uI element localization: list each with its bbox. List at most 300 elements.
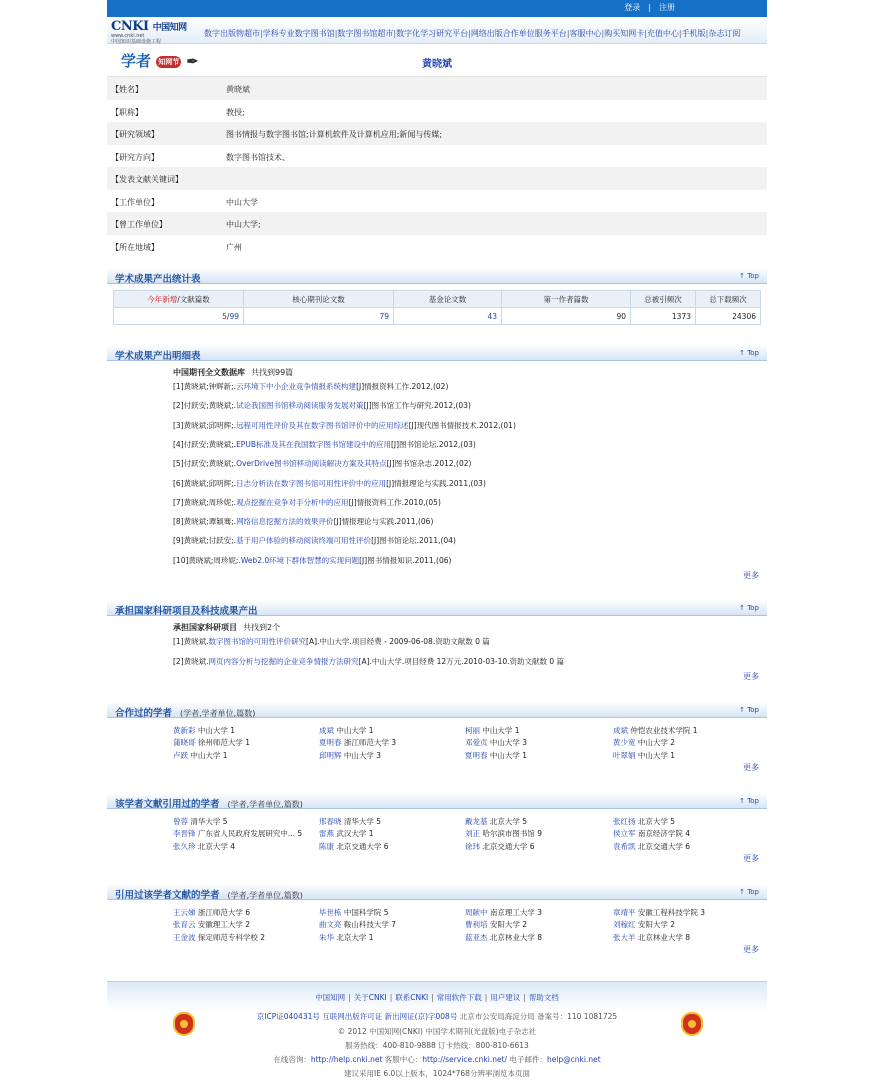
publication-item	[173, 497, 441, 508]
scholar-name-link[interactable]: 周献中	[465, 908, 488, 917]
top-link[interactable]	[739, 706, 759, 714]
coauthors-section-header	[107, 702, 767, 718]
section-title: 该学者文献引用过的学者	[115, 799, 220, 810]
scholar-affiliation: 中山大学 3	[343, 750, 382, 760]
scholar-affiliation: 南京经济学院 4	[637, 829, 691, 839]
publication-title-link[interactable]: Web2.0环境下群体智慧的实现问题	[240, 555, 360, 565]
total-count[interactable]: 99	[229, 311, 239, 321]
top-label: Top	[747, 604, 759, 612]
scholar-affiliation: 中山大学 1	[336, 726, 374, 735]
project-leader: [2]黄晓斌.	[173, 657, 209, 666]
nav-link[interactable]: 充值中心	[646, 29, 679, 38]
cnki-logo[interactable]	[111, 19, 201, 43]
scholar-affiliation: 中山大学 2	[637, 738, 676, 748]
stats-value: 24306	[696, 308, 761, 325]
scholar-name-link[interactable]: 朱华	[319, 932, 334, 942]
mail-label: 电子邮件：	[507, 1055, 547, 1064]
projects-section-header	[107, 600, 767, 616]
scholar-affiliation: 北京林业大学 8	[489, 932, 543, 942]
top-link[interactable]	[739, 604, 759, 612]
top-link[interactable]	[739, 349, 759, 357]
info-value: 中山大学	[226, 197, 258, 207]
project-item	[173, 656, 564, 667]
publication-authors: [4]付跃安;黄晓斌;.	[173, 439, 237, 449]
info-value: 黄晓斌	[226, 85, 250, 94]
scholar-cell	[319, 737, 396, 748]
publication-source: [J]图书馆杂志.2012,(02)	[386, 459, 472, 469]
project-info: [A].中山大学.项目经费 - 2009-06-08.资助文献数 0 篇	[306, 637, 490, 646]
scholar-name-link[interactable]: 柯丽	[465, 726, 480, 735]
online-link[interactable]: http://help.cnki.net	[310, 1055, 383, 1064]
total-label: /文献篇数	[177, 294, 210, 304]
scholar-name-link[interactable]: 邓爱贞	[465, 738, 488, 748]
info-row	[107, 235, 767, 258]
stats-header: 总被引频次	[631, 291, 696, 308]
arrow-up-icon: ↑	[739, 706, 745, 714]
footer-icp	[107, 1011, 767, 1022]
publication-title-link[interactable]: 基于用户体验的移动阅读终端可用性评价	[236, 536, 372, 546]
user-links	[620, 2, 679, 13]
info-key: 【发表文献关键词】	[111, 175, 183, 184]
publication-title-link[interactable]: 网络信息挖掘方法的效果评价	[236, 517, 334, 527]
publication-title-link[interactable]: EPUB标准及其在我国数字图书馆建设中的应用	[236, 439, 391, 449]
scholar-cell	[613, 828, 690, 839]
scholar-name-link[interactable]: 曲文亮	[319, 920, 342, 930]
publication-title-link[interactable]: 远程可用性评价及其在数字图书馆评价中的应用综述	[236, 420, 409, 430]
details-section-header	[107, 345, 767, 361]
footer-separator: |	[431, 993, 434, 1002]
site-footer	[107, 981, 767, 1080]
publication-item	[173, 400, 471, 411]
scholar-cell	[465, 750, 527, 761]
project-info: [A].中山大学.项目经费 12万元.2010-03-10.资助文献数 0 篇	[358, 657, 565, 666]
section-title: 学术成果产出统计表	[115, 274, 201, 285]
section-title: 合作过的学者	[115, 708, 173, 719]
nav-link[interactable]: 购买知网卡	[604, 29, 645, 38]
scholar-affiliation: 徐州师范大学 1	[197, 738, 251, 748]
quill-icon: ✒	[186, 54, 199, 70]
page-wrapper	[107, 0, 767, 1080]
db-title	[173, 367, 293, 378]
scholar-name-link[interactable]: 张久珍	[173, 841, 196, 851]
scholar-affiliation: 北京大学 4	[197, 841, 236, 851]
scholar-logo-text: 学者	[121, 52, 152, 70]
scholar-affiliation: 中国科学院 5	[343, 908, 389, 917]
publication-title-link[interactable]: 试论我国图书馆移动阅读服务发展对策	[236, 401, 364, 411]
scholar-name-link[interactable]: 夏明春	[319, 738, 342, 748]
arrow-up-icon: ↑	[739, 797, 745, 805]
db-name[interactable]: 中国期刊全文数据库	[173, 368, 245, 377]
scholar-name-link[interactable]: 雷燕	[319, 829, 334, 839]
info-value: 图书情报与数字图书馆;计算机软件及计算机应用;新闻与传媒;	[226, 130, 443, 139]
info-row	[107, 145, 767, 168]
nav-link[interactable]: 数字图书馆超市	[337, 29, 394, 38]
scholar-affiliation: 北京交通大学 6	[637, 841, 691, 851]
scholar-cell	[465, 919, 527, 930]
info-value: 数字图书馆技术、	[226, 152, 290, 162]
login-link[interactable]: 登录	[624, 3, 641, 12]
scholar-affiliation: 仲恺农业技术学院 1	[630, 726, 698, 735]
footer-link[interactable]: 帮助文档	[528, 993, 559, 1002]
scholar-affiliation: 中山大学 1	[489, 750, 528, 760]
scholar-cell	[465, 828, 542, 839]
scholar-cell	[173, 737, 250, 748]
stats-value[interactable]: 79	[244, 308, 394, 325]
new-label: 今年新增	[147, 294, 178, 304]
publication-authors: [6]黄晓斌;邱明辉;.	[173, 478, 237, 488]
scholar-info-table	[107, 77, 767, 257]
footer-copyright: © 2012 中国知网(CNKI) 中国学术期刊(光盘版)电子杂志社	[337, 1027, 537, 1036]
scholar-cell	[173, 841, 235, 852]
top-link[interactable]	[739, 888, 759, 896]
scholar-name-link[interactable]: 袁希凯	[613, 841, 636, 851]
scholar-cell	[613, 932, 690, 943]
scholar-name-link[interactable]: 王金波	[173, 932, 196, 942]
publication-item	[173, 381, 448, 392]
scholar-affiliation: 北京交通大学 6	[336, 841, 389, 851]
scholar-affiliation: 哈尔滨市图书馆 9	[482, 829, 543, 839]
info-key: 【姓名】	[111, 85, 143, 94]
arrow-up-icon: ↑	[739, 604, 745, 612]
scholar-cell	[465, 816, 527, 827]
stats-value: 90	[501, 308, 630, 325]
scholar-name-link[interactable]: 成斌	[319, 726, 334, 735]
nav-link[interactable]: 学科专业数字图书馆	[262, 29, 335, 38]
scholar-cell	[613, 750, 675, 761]
scholar-name-link[interactable]: 张红扬	[613, 817, 636, 826]
scholar-cell	[613, 737, 675, 748]
nav-link[interactable]: 数字出版物超市	[204, 29, 260, 38]
scholar-name-link[interactable]: 蓝亚杰	[465, 932, 488, 942]
scholar-cell	[613, 841, 690, 852]
stats-header: 第一作者篇数	[501, 291, 630, 308]
scholar-cell	[465, 725, 520, 736]
publication-item	[173, 535, 456, 546]
scholar-cell	[319, 725, 374, 736]
project-title-link[interactable]: 网页内容分析与挖掘的企业竞争情报方法研究	[208, 657, 359, 666]
footer-link[interactable]: 常用软件下载	[436, 993, 482, 1002]
scholar-cell	[319, 828, 374, 839]
scholar-affiliation: 安阳大学 2	[637, 920, 676, 930]
scholar-cell	[613, 816, 675, 827]
publication-item	[173, 439, 476, 450]
publication-source: [J]图书馆工作与研究.2012,(03)	[363, 401, 471, 411]
scholar-name-link[interactable]: 黄新彩	[173, 726, 196, 735]
footer-link[interactable]: 关于CNKI	[353, 993, 387, 1002]
online-label: 在线咨询：	[273, 1055, 311, 1064]
scholar-name-link[interactable]: 邢春晓	[319, 817, 342, 826]
nav-separator: |	[468, 29, 471, 38]
scholar-affiliation: 南京理工大学 3	[489, 908, 543, 917]
top-nav	[204, 28, 740, 39]
site-header	[107, 17, 767, 44]
scholar-cell	[173, 919, 250, 930]
logo-slogan: 中国知识基础设施工程	[111, 39, 162, 45]
scholar-affiliation: 保定师范专科学校 2	[197, 932, 266, 942]
logo-url: www.cnki.net	[111, 33, 145, 39]
scholar-cell	[465, 932, 542, 943]
publication-source: [J]现代图书情报技术.2012,(01)	[408, 420, 516, 430]
scholar-affiliation: 武汉大学 1	[336, 829, 374, 839]
info-row	[107, 77, 767, 100]
section-subtitle: (学者,学者单位,篇数)	[227, 800, 303, 809]
scholar-affiliation: 北京林业大学 8	[637, 932, 691, 942]
top-link[interactable]	[739, 797, 759, 805]
publication-authors: [7]黄晓斌;周珍妮;.	[173, 497, 237, 507]
nav-separator: |	[260, 29, 263, 38]
service-label: 客服中心：	[382, 1055, 423, 1064]
scholar-name-link[interactable]: 王云娣	[173, 908, 196, 917]
more-link[interactable]: 更多	[743, 672, 759, 681]
scholar-cell	[613, 919, 675, 930]
arrow-up-icon: ↑	[739, 349, 745, 357]
scholar-affiliation: 清华大学 5	[343, 817, 382, 826]
projects-subtitle	[173, 622, 280, 633]
scholar-affiliation: 中山大学 3	[489, 738, 528, 748]
scholar-affiliation: 浙江师范大学 3	[343, 738, 397, 748]
scholar-affiliation: 中山大学 1	[197, 726, 236, 735]
publication-item	[173, 516, 433, 527]
scholar-affiliation: 中山大学 1	[637, 750, 676, 760]
nav-link[interactable]: 客服中心	[569, 29, 602, 38]
license-link[interactable]: 互联网出版许可证 新出网证(京)字008号	[322, 1012, 458, 1021]
footer-contact	[107, 1054, 767, 1065]
publication-title-link[interactable]: 云环境下中小企业竞争情报系统构建	[236, 382, 357, 391]
stats-value[interactable]: 43	[394, 308, 502, 325]
stats-section-header	[107, 268, 767, 284]
footer-link[interactable]: 联系CNKI	[395, 993, 429, 1002]
publication-source: [J]情报理论与实践.2011,(03)	[386, 478, 486, 488]
scholar-name: 黄晓斌	[422, 59, 452, 70]
publication-item	[173, 478, 486, 489]
projects-count: 共找到2个	[243, 623, 281, 632]
nav-link[interactable]: 数字化学习研究平台	[396, 29, 469, 38]
scholar-name-link[interactable]: 刘正	[465, 829, 480, 839]
info-row	[107, 167, 767, 190]
scholar-affiliation: 清华大学 5	[190, 817, 228, 826]
scholar-name-link[interactable]: 黄少宽	[613, 738, 636, 748]
section-title: 学术成果产出明细表	[115, 351, 201, 362]
scholar-name-link[interactable]: 毕世栋	[319, 908, 342, 917]
icp-link[interactable]: 京ICP证040431号	[256, 1012, 320, 1021]
footer-separator: |	[484, 993, 488, 1002]
nav-separator: |	[644, 29, 647, 38]
footer-link[interactable]: 用户建议	[490, 993, 521, 1002]
scholar-name-link[interactable]: 叶翠娟	[613, 750, 636, 760]
scholar-name-link[interactable]: 成斌	[613, 726, 628, 735]
nav-separator: |	[601, 29, 605, 38]
scholar-name-link[interactable]: 曾蓉	[173, 817, 188, 826]
arrow-up-icon: ↑	[739, 888, 745, 896]
nav-separator: |	[566, 29, 570, 38]
db-count: 共找到99篇	[251, 368, 294, 377]
scholar-cell	[319, 907, 389, 918]
publication-source: [J]图书馆论坛.2012,(03)	[390, 439, 476, 449]
nav-link[interactable]: 手机版	[681, 29, 706, 38]
scholar-name-link[interactable]: 章靖平	[613, 908, 636, 917]
publication-source: [J]情报资料工作.2012,(02)	[356, 382, 449, 391]
scholar-cell	[465, 841, 535, 852]
nav-link[interactable]: 网络出版合作单位服务平台	[470, 29, 567, 38]
scholar-cell	[173, 750, 228, 761]
scholar-cell	[173, 828, 302, 839]
scholar-cell	[319, 919, 396, 930]
mail-link[interactable]: help@cnki.net	[546, 1055, 601, 1064]
info-key: 【职称】	[111, 107, 143, 117]
publication-item	[173, 458, 471, 469]
stats-table	[113, 290, 761, 325]
footer-separator: |	[348, 993, 351, 1002]
publication-title-link[interactable]: 日志分析法在数字图书馆可用性评价中的应用	[236, 478, 387, 488]
new-count[interactable]: 5	[222, 311, 227, 321]
publication-source: [J]图书馆论坛.2011,(04)	[371, 536, 456, 546]
scholar-name-link[interactable]: 张育云	[173, 920, 196, 930]
scholar-name-link[interactable]: 徐玮	[465, 841, 480, 851]
more-link[interactable]: 更多	[743, 571, 759, 580]
stats-header: 总下载频次	[696, 291, 761, 308]
top-label: Top	[747, 888, 759, 896]
top-label: Top	[747, 349, 759, 357]
separator: |	[648, 3, 651, 12]
scholar-name-link[interactable]: 陈康	[319, 841, 334, 851]
stats-header-new	[114, 291, 244, 308]
scholar-affiliation: 安阳大学 2	[489, 920, 528, 930]
nav-separator: |	[334, 29, 338, 38]
info-key: 【曾工作单位】	[111, 220, 167, 229]
publication-source: [J]情报资料工作.2010,(05)	[348, 497, 441, 507]
nav-separator: |	[678, 29, 682, 38]
scholar-name-link[interactable]: 蒲晓哥	[173, 738, 196, 748]
publication-authors: [9]黄晓斌;付跃安;.	[173, 536, 237, 546]
scholar-name-link[interactable]: 卢跃	[173, 750, 188, 760]
scholar-cell	[613, 725, 698, 736]
scholar-name-link[interactable]: 夏明春	[465, 750, 488, 760]
scholar-affiliation: 鞍山科技大学 7	[343, 920, 397, 930]
scholar-affiliation: 安徽理工大学 2	[197, 920, 251, 930]
citing-section-header	[107, 884, 767, 900]
more-link[interactable]: 更多	[743, 763, 759, 772]
footer-separator: |	[523, 993, 526, 1002]
scholar-cell	[465, 737, 527, 748]
info-key: 【工作单位】	[111, 197, 159, 207]
section-subtitle: (学者,学者单位,篇数)	[227, 891, 303, 900]
project-item	[173, 636, 490, 647]
section-subtitle: (学者,学者单位,篇数)	[180, 709, 256, 718]
scholar-affiliation: 北京交通大学 6	[482, 841, 535, 851]
info-value: 教授;	[226, 107, 245, 117]
project-leader: [1]黄晓斌.	[173, 637, 209, 646]
stats-header: 基金论文数	[394, 291, 502, 308]
publication-authors: [3]黄晓斌;邱明辉;.	[173, 420, 237, 430]
publication-authors: [1]黄晓斌;钟辉新;.	[173, 382, 237, 391]
scholar-name-link[interactable]: 李晋锋	[173, 829, 196, 839]
section-title: 引用过该学者文献的学者	[115, 890, 220, 901]
stats-value: 1373	[631, 308, 696, 325]
footer-hotline: 服务热线：400-810-9888 订卡热线：800-810-6613	[345, 1041, 529, 1050]
scholar-name-link[interactable]: 曹利培	[465, 920, 488, 930]
arrow-up-icon: ↑	[739, 272, 745, 280]
scholar-cell	[319, 932, 374, 943]
publication-item	[173, 555, 451, 566]
logo-brand: CNKI	[111, 19, 149, 34]
scholar-cell	[173, 932, 265, 943]
project-title-link[interactable]: 数字图书馆的可用性评价研究	[208, 637, 307, 646]
info-key: 【研究领域】	[111, 130, 159, 139]
publication-authors: [8]黄晓斌;谭颖骞;.	[173, 517, 237, 527]
footer-browser-note: 建议采用IE 6.0以上版本，1024*768分辨率浏览本页面	[344, 1069, 530, 1078]
publication-authors: [5]付跃安;黄晓斌;.	[173, 459, 237, 469]
publication-title-link[interactable]: 观点挖掘在竞争对手分析中的应用	[236, 497, 349, 507]
scholar-cell	[465, 907, 542, 918]
scholar-affiliation: 广东省人民政府发展研究中... 5	[197, 829, 303, 839]
scholar-affiliation: 浙江师范大学 6	[197, 908, 251, 917]
info-row	[107, 190, 767, 213]
footer-separator: |	[389, 993, 393, 1002]
info-key: 【所在地域】	[111, 242, 159, 252]
scholar-title-bar	[107, 44, 767, 77]
top-label: Top	[747, 797, 759, 805]
publication-source: [J]情报理论与实践.2011,(06)	[333, 517, 434, 527]
info-row	[107, 122, 767, 145]
nav-separator: |	[705, 29, 709, 38]
more-link[interactable]: 更多	[743, 854, 759, 863]
scholar-affiliation: 安徽工程科技学院 3	[637, 908, 706, 917]
publication-authors: [10]黄晓斌;周珍妮;.	[173, 555, 241, 565]
section-title: 承担国家科研项目及科技成果产出	[115, 606, 258, 617]
publication-source: [J]图书情报知识.2011,(06)	[359, 555, 452, 565]
scholar-name-link[interactable]: 邱明辉	[319, 750, 342, 760]
info-key: 【研究方向】	[111, 152, 159, 162]
info-value: 中山大学;	[226, 220, 261, 229]
more-link[interactable]: 更多	[743, 945, 759, 954]
stats-header: 核心期刊论文数	[244, 291, 394, 308]
footer-link[interactable]: 中国知网	[315, 993, 346, 1002]
scholar-name-link[interactable]: 侯立军	[613, 829, 636, 839]
top-link[interactable]	[739, 272, 759, 280]
projects-sub-title: 承担国家科研项目	[173, 623, 237, 632]
top-label: Top	[747, 272, 759, 280]
scholar-name-link[interactable]: 刘稼红	[613, 920, 636, 930]
police-record: 北京市公安局海淀分局 备案号：110 1081725	[459, 1012, 618, 1021]
nav-link[interactable]: 杂志订阅	[708, 29, 741, 38]
scholar-cell	[173, 907, 250, 918]
scholar-affiliation: 中山大学 1	[482, 726, 520, 735]
info-value: 广州	[226, 242, 242, 252]
scholar-cell	[319, 841, 389, 852]
top-bar	[107, 0, 767, 17]
scholar-cell	[319, 750, 381, 761]
scholar-logo-badge: 知网节	[158, 57, 180, 66]
scholar-name-link[interactable]: 戴龙基	[465, 817, 488, 826]
logo-brand-cn: 中国知网	[152, 23, 187, 33]
scholar-cell	[173, 816, 228, 827]
register-link[interactable]: 注册	[659, 3, 675, 12]
top-label: Top	[747, 706, 759, 714]
scholar-cell	[613, 907, 705, 918]
service-link[interactable]: http://service.cnki.net/	[422, 1055, 508, 1064]
scholar-affiliation: 北京大学 5	[637, 817, 676, 826]
scholar-name-link[interactable]: 张大羊	[613, 932, 636, 942]
publication-item	[173, 420, 516, 431]
scholar-cell	[173, 725, 235, 736]
scholar-affiliation: 北京大学 5	[489, 817, 528, 826]
info-row	[107, 100, 767, 123]
stats-value-new: 5/99	[114, 308, 244, 325]
cited-section-header	[107, 793, 767, 809]
publication-authors: [2]付跃安;黄晓斌;.	[173, 401, 237, 411]
scholar-cell	[319, 816, 381, 827]
publication-title-link[interactable]: OverDrive图书馆移动阅读解决方案及其特点	[236, 459, 387, 469]
